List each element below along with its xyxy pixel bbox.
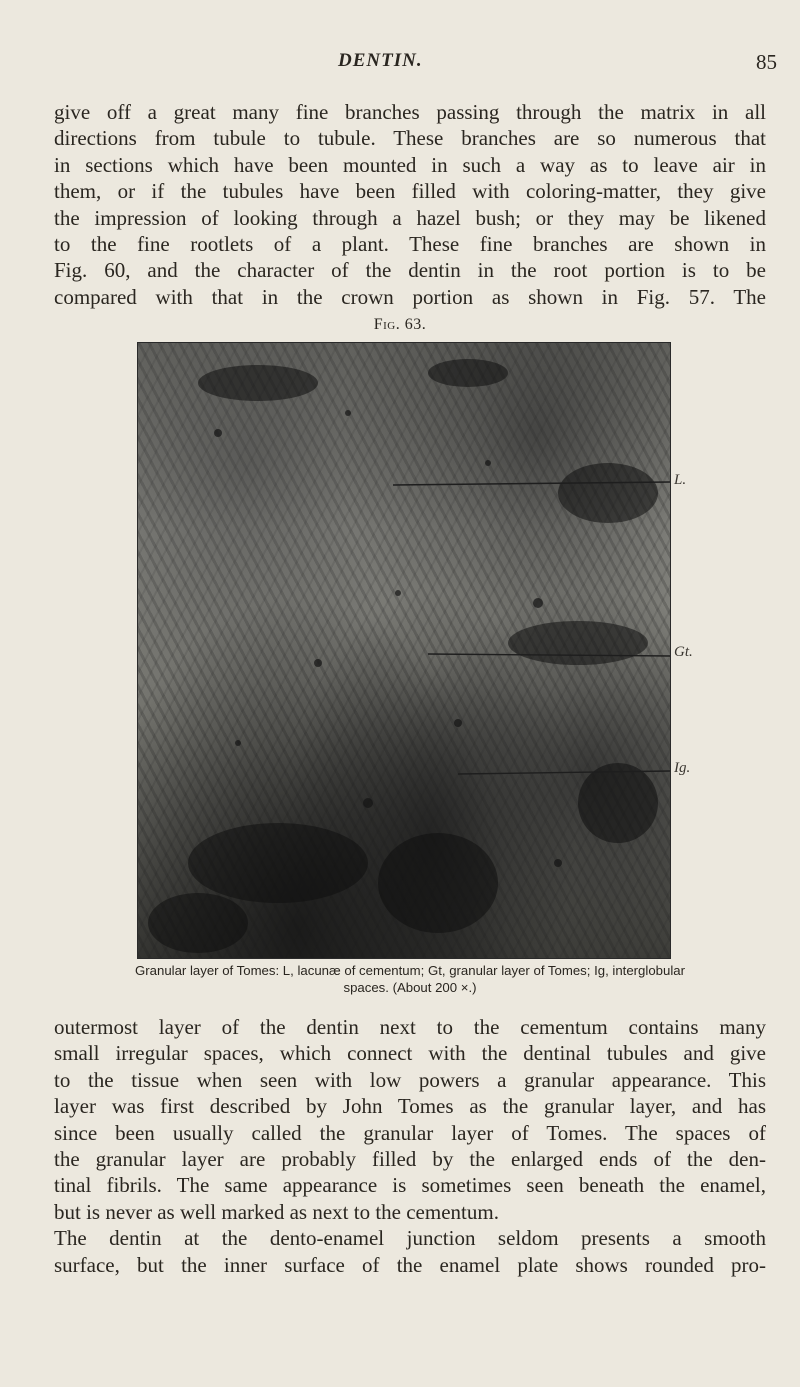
text-line: surface, but the inner surface of the enamel plate shows rounded pro- [54, 1252, 766, 1277]
figure-label: Fig. 63. [373, 316, 427, 333]
text-line: the granular layer are probably filled by the enlarged ends of the den- [54, 1147, 766, 1172]
micrograph-overlay [138, 343, 670, 958]
figure-key-granular: Gt. [674, 644, 693, 660]
caption-line: spaces. (About 200 ×.) [343, 980, 477, 995]
text-line: to the tissue when seen with low powers a granular appearance. This [54, 1067, 766, 1092]
page-number: 85 [756, 50, 777, 74]
figure-key-lacunae: L. [674, 472, 687, 488]
running-title: DENTIN. [338, 50, 423, 71]
text-line: since been usually called the granular layer of Tomes. The spaces of [54, 1120, 766, 1145]
text-line: small irregular spaces, which connect with the dentinal tubules and give [54, 1041, 766, 1066]
text-line: the impression of looking through a hazel bush; or they may be likened [54, 205, 766, 230]
text-line: compared with that in the crown portion as shown in Fig. 57. The [54, 284, 766, 309]
page-header [0, 50, 800, 80]
figure-key-interglobular: Ig. [674, 760, 691, 776]
text-line: to the fine rootlets of a plant. These fine branches are shown in [54, 232, 766, 257]
text-line: directions from tubule to tubule. These branches are so numerous that [54, 126, 766, 151]
text-line: in sections which have been mounted in such a way as to leave air in [54, 152, 766, 177]
paragraph-bottom [54, 1014, 766, 1278]
text-line: tinal fibrils. The same appearance is sometimes seen beneath the enamel, [54, 1173, 766, 1198]
micrograph-figure [137, 342, 671, 959]
text-line: Fig. 60, and the character of the dentin in the root portion is to be [54, 258, 766, 283]
figure-caption [54, 962, 766, 996]
text-line: layer was first described by John Tomes as the granular layer, and has [54, 1094, 766, 1119]
text-line: The dentin at the dento-enamel junction seldom presents a smooth [54, 1226, 766, 1251]
text-line: but is never as well marked as next to the cementum. [54, 1199, 499, 1224]
text-line: outermost layer of the dentin next to the cementum contains many [54, 1015, 766, 1039]
paragraph-top [54, 99, 766, 310]
caption-line: Granular layer of Tomes: L, lacunæ of cementum; Gt, granular layer of Tomes; Ig, interglobular [135, 963, 685, 978]
text-line: give off a great many fine branches passing through the matrix in all [54, 100, 766, 124]
text-line: them, or if the tubules have been filled with coloring-matter, they give [54, 179, 766, 204]
